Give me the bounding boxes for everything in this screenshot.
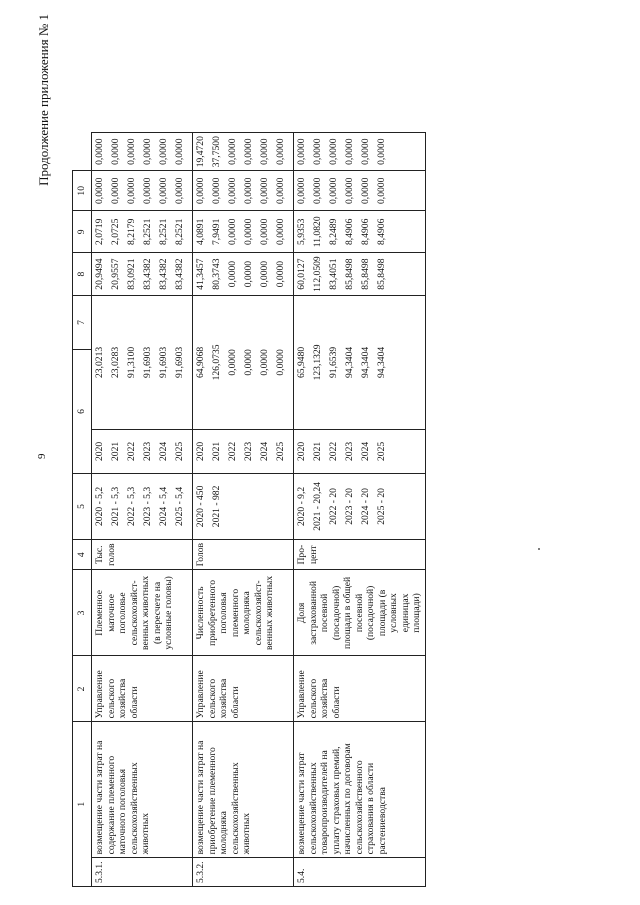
local-amount-column <box>193 171 294 211</box>
target-value-column <box>193 473 294 539</box>
regional-amount: 8,4906 <box>360 218 371 245</box>
total-amount: 91,6903 <box>174 346 185 378</box>
local-amount: 0,0000 <box>94 177 105 204</box>
local-amount: 0,0000 <box>275 177 286 204</box>
total-amount-column <box>92 295 193 429</box>
executor: Управление сельского хозяйства области <box>92 656 193 722</box>
target-value <box>227 477 243 536</box>
executor: Управление сельского хозяйства области <box>294 656 426 722</box>
indicator-name: Доля застрахованной посевной (посадочной) площади в общей посевной (посадочной) площади (в условных единицах площади) <box>294 570 426 656</box>
regional-amount: 0,0000 <box>275 218 286 245</box>
local-amount: 0,0000 <box>344 177 355 204</box>
target-value-column <box>294 473 426 539</box>
other-amount: 37,7500 <box>211 136 222 168</box>
year: 2022 <box>328 441 339 461</box>
other-amount: 0,0000 <box>142 138 153 165</box>
local-amount: 0,0000 <box>259 177 270 204</box>
total-amount: 94,3404 <box>344 346 355 378</box>
target-value: 2020 - 450 <box>195 485 206 528</box>
target-value-column <box>92 473 193 539</box>
federal-amount: 83,4382 <box>142 258 153 290</box>
other-amount: 0,0000 <box>328 138 339 165</box>
federal-amount: 20,9494 <box>94 258 105 290</box>
page-number: 9 <box>36 453 48 459</box>
header-cell: 2 <box>73 656 92 722</box>
row-number: 5.3.1. <box>92 858 193 887</box>
row-number: 5.4. <box>294 858 426 887</box>
regional-amount-column <box>193 211 294 253</box>
unit-of-measure: Тыс. голов <box>92 539 193 570</box>
local-amount: 0,0000 <box>360 177 371 204</box>
regional-amount: 0,0000 <box>243 218 254 245</box>
year: 2023 <box>344 441 355 461</box>
total-amount: 0,0000 <box>259 349 270 376</box>
table-row <box>92 133 193 887</box>
federal-amount: 20,9557 <box>110 258 121 290</box>
total-amount: 91,6903 <box>158 346 169 378</box>
other-amount: 0,0000 <box>344 138 355 165</box>
other-amount: 0,0000 <box>376 138 387 165</box>
total-amount: 0,0000 <box>275 349 286 376</box>
year: 2020 <box>94 441 105 461</box>
regional-amount: 4,0891 <box>195 218 206 245</box>
local-amount-column <box>294 171 426 211</box>
total-amount: 0,0000 <box>243 349 254 376</box>
federal-amount: 41,3457 <box>195 258 206 290</box>
target-value: 2021 - 5,3 <box>110 486 121 526</box>
regional-amount: 8,4906 <box>376 218 387 245</box>
other-amount: 19,4720 <box>195 136 206 168</box>
year: 2020 <box>296 441 307 461</box>
other-amount: 0,0000 <box>94 138 105 165</box>
total-amount: 0,0000 <box>227 349 238 376</box>
regional-amount: 5,9353 <box>296 218 307 245</box>
header-cell: 1 <box>73 722 92 887</box>
year: 2025 <box>275 441 286 461</box>
regional-amount: 7,9491 <box>211 218 222 245</box>
year-column <box>193 429 294 473</box>
regional-amount: 8,2521 <box>142 218 153 245</box>
header-cell: 9 <box>73 211 92 253</box>
target-value: 2020 - 5,2 <box>94 486 105 526</box>
local-amount: 0,0000 <box>328 177 339 204</box>
federal-amount: 112,0509 <box>312 256 323 292</box>
header-cell: 3 <box>73 570 92 656</box>
year: 2023 <box>142 441 153 461</box>
local-amount: 0,0000 <box>110 177 121 204</box>
local-amount: 0,0000 <box>312 177 323 204</box>
total-amount: 126,0735 <box>211 344 222 381</box>
table-row <box>294 133 426 887</box>
local-amount: 0,0000 <box>227 177 238 204</box>
other-amount: 0,0000 <box>158 138 169 165</box>
federal-amount: 83,4051 <box>328 258 339 290</box>
indicator-name: Численность приобретенного поголовья племенного молодняка сельскохозяйст-венных животных <box>193 570 294 656</box>
year: 2024 <box>360 441 371 461</box>
year-column <box>92 429 193 473</box>
measure-name: возмещение части затрат на содержание племенного маточного поголовья сельскохозяйственных животных <box>92 722 193 858</box>
federal-amount: 0,0000 <box>227 260 238 288</box>
local-amount: 0,0000 <box>376 177 387 204</box>
other-amount: 0,0000 <box>312 138 323 165</box>
federal-amount: 83,4382 <box>174 258 185 290</box>
total-amount: 91,6539 <box>328 346 339 378</box>
total-amount: 64,9068 <box>195 346 206 378</box>
regional-amount: 8,2521 <box>174 218 185 245</box>
regional-amount: 8,2489 <box>328 218 339 245</box>
total-amount: 94,3404 <box>376 346 387 378</box>
other-amount: 0,0000 <box>296 138 307 165</box>
local-amount-column <box>92 171 193 211</box>
target-value: 2023 - 5,3 <box>142 486 153 526</box>
federal-amount: 60,0127 <box>296 258 307 290</box>
target-value <box>243 477 259 536</box>
row-number: 5.3.2. <box>193 858 294 887</box>
measure-name: возмещение части затрат сельскохозяйственных товаропроизводителей на уплату страховых премий, начисленных по договорам сельскохозяйственного страхования в области растениеводства <box>294 722 426 858</box>
total-amount: 65,9480 <box>296 346 307 378</box>
header-cell: 6 <box>73 349 92 473</box>
federal-amount: 83,4382 <box>158 258 169 290</box>
federal-amount: 0,0000 <box>259 260 270 288</box>
total-amount: 23,0213 <box>94 346 105 378</box>
federal-amount-column <box>193 253 294 296</box>
year: 2021 <box>312 441 323 461</box>
header-row <box>73 133 92 887</box>
year: 2021 <box>110 441 121 461</box>
target-value <box>259 477 275 536</box>
other-amount: 0,0000 <box>360 138 371 165</box>
table-row <box>193 133 294 887</box>
federal-amount: 85,8498 <box>360 258 371 290</box>
other-amount: 0,0000 <box>243 138 254 165</box>
regional-amount: 0,0000 <box>259 218 270 245</box>
target-value: 2020 - 9,2 <box>296 486 307 526</box>
year: 2022 <box>126 441 137 461</box>
year: 2025 <box>376 441 387 461</box>
header-cell: 10 <box>73 171 92 211</box>
local-amount: 0,0000 <box>195 177 206 204</box>
other-amount: 0,0000 <box>110 138 121 165</box>
indicator-name: Племенное маточное поголовье сельскохозяйст-венных животных (в пересчете на условные головы) <box>92 570 193 656</box>
local-amount: 0,0000 <box>142 177 153 204</box>
local-amount: 0,0000 <box>174 177 185 204</box>
header-cell: 5 <box>73 473 92 539</box>
target-value <box>275 477 291 536</box>
year: 2022 <box>227 441 238 461</box>
total-amount: 91,6903 <box>142 346 153 378</box>
local-amount: 0,0000 <box>296 177 307 204</box>
target-value: 2025 - 20 <box>376 488 387 525</box>
other-amount-column <box>193 133 294 171</box>
target-value: 2021 - 982 <box>211 485 222 528</box>
year: 2025 <box>174 441 185 461</box>
budget-table <box>72 132 426 887</box>
total-amount: 91,3100 <box>126 346 137 378</box>
target-value: 2024 - 20 <box>360 488 371 525</box>
regional-amount: 8,2521 <box>158 218 169 245</box>
regional-amount: 8,2179 <box>126 218 137 245</box>
other-amount: 0,0000 <box>259 138 270 165</box>
total-amount-column <box>193 295 294 429</box>
measure-name: возмещение части затрат на приобретение племенного молодняка сельскохозяйственных животных <box>193 722 294 858</box>
unit-of-measure: Про-цент <box>294 539 426 570</box>
other-amount: 0,0000 <box>227 138 238 165</box>
table-body <box>92 133 426 887</box>
other-amount: 0,0000 <box>126 138 137 165</box>
total-amount-column <box>294 295 426 429</box>
total-amount: 123,1329 <box>312 344 323 381</box>
regional-amount: 2,0725 <box>110 218 121 245</box>
target-value: 2024 - 5,4 <box>158 486 169 526</box>
year: 2020 <box>195 441 206 461</box>
federal-amount: 80,3743 <box>211 258 222 290</box>
regional-amount-column <box>92 211 193 253</box>
other-amount: 0,0000 <box>174 138 185 165</box>
federal-amount-column <box>92 253 193 296</box>
target-value: 2022 - 5,3 <box>126 486 137 526</box>
target-value: 2021 - 20,24 <box>312 482 323 531</box>
local-amount: 0,0000 <box>243 177 254 204</box>
other-amount-column <box>92 133 193 171</box>
header-cell: 4 <box>73 539 92 570</box>
header-cell: 8 <box>73 253 92 296</box>
local-amount: 0,0000 <box>126 177 137 204</box>
federal-amount: 85,8498 <box>344 258 355 290</box>
local-amount: 0,0000 <box>211 177 222 204</box>
regional-amount: 11,0820 <box>312 216 323 248</box>
regional-amount-column <box>294 211 426 253</box>
header-cell: 7 <box>73 295 92 349</box>
regional-amount: 8,4906 <box>344 218 355 245</box>
year: 2024 <box>259 441 270 461</box>
federal-amount: 0,0000 <box>275 260 286 288</box>
other-amount: 0,0000 <box>275 138 286 165</box>
annex-title: Продолжение приложения № 1 <box>36 14 51 186</box>
year: 2023 <box>243 441 254 461</box>
regional-amount: 2,0719 <box>94 218 105 245</box>
year-column <box>294 429 426 473</box>
federal-amount: 0,0000 <box>243 260 254 288</box>
federal-amount: 83,0921 <box>126 258 137 290</box>
local-amount: 0,0000 <box>158 177 169 204</box>
target-value: 2022 - 20 <box>328 488 339 525</box>
speck-mark <box>538 548 540 550</box>
federal-amount: 85,8498 <box>376 258 387 290</box>
other-amount-column <box>294 133 426 171</box>
year: 2024 <box>158 441 169 461</box>
unit-of-measure: Голов <box>193 539 294 570</box>
regional-amount: 0,0000 <box>227 218 238 245</box>
total-amount: 94,3404 <box>360 346 371 378</box>
total-amount: 23,0283 <box>110 346 121 378</box>
target-value: 2023 - 20 <box>344 488 355 525</box>
federal-amount-column <box>294 253 426 296</box>
target-value: 2025 - 5,4 <box>174 486 185 526</box>
executor: Управление сельского хозяйства области <box>193 656 294 722</box>
year: 2021 <box>211 441 222 461</box>
